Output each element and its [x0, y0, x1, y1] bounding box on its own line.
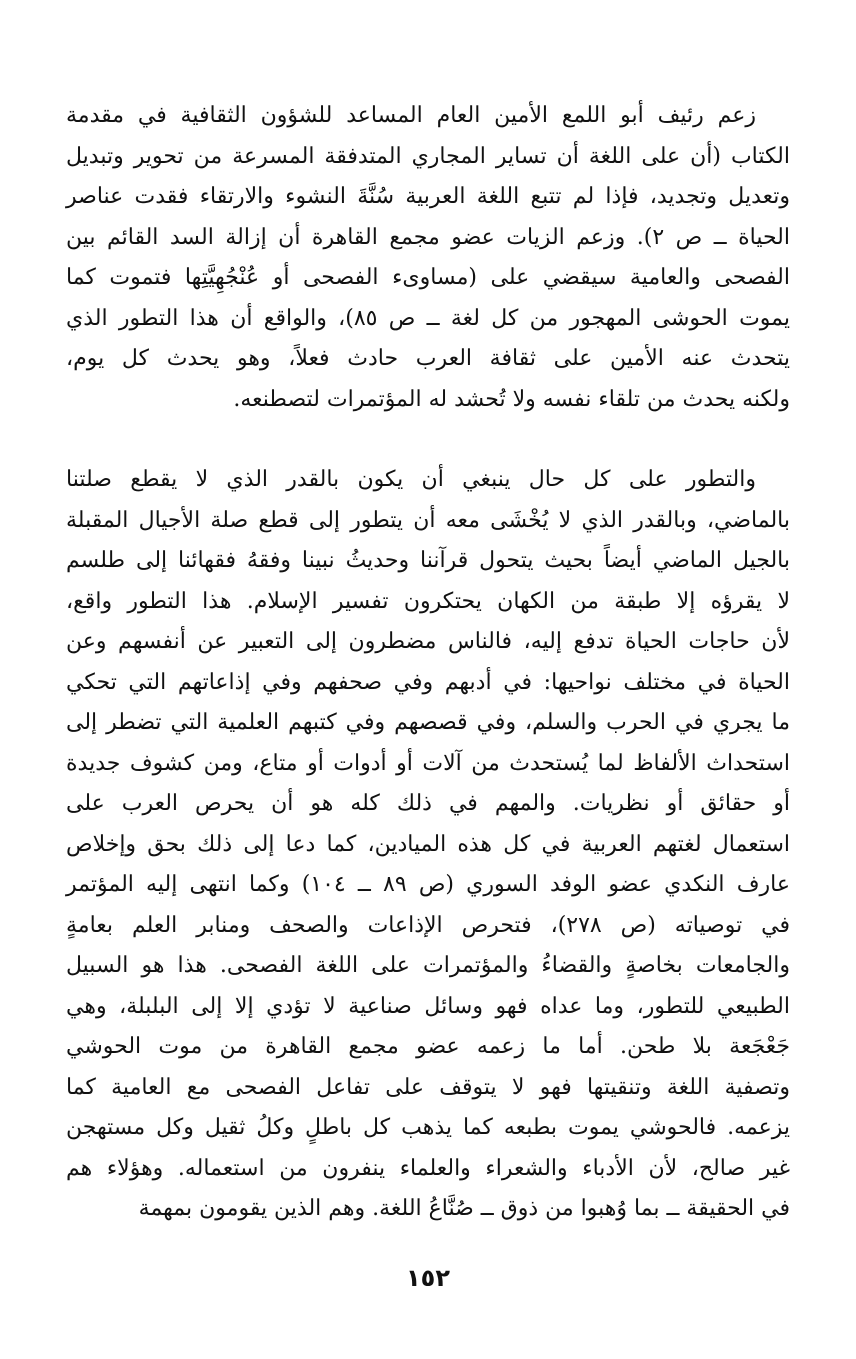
text-line: عارف النكدي عضو الوفد السوري (ص ٨٩ ــ ١٠٤) وكما انتهى إليه المؤتمر: [66, 872, 790, 897]
text-line: يزعمه. فالحوشي يموت بطبعه كما يذهب كل باطلٍ وكلُ ثقيل وكل مستهجن: [66, 1115, 790, 1140]
text-line: بالماضي، وبالقدر الذي لا يُخْشَى معه أن يتطور إلى قطع صلة الأجيال المقبلة: [66, 507, 790, 533]
text-line: استحداث الألفاظ لما يُستحدث من آلات أو أدوات أو متاع، ومن كشوف جديدة: [66, 750, 790, 776]
text-line: استعمال لغتهم العربية في كل هذه الميادين، كما دعا إلى ذلك بحق وإخلاص: [66, 831, 790, 857]
paragraph-1: [66, 96, 790, 420]
text-line: ولكنه يحدث من تلقاء نفسه ولا تُحشد له المؤتمرات لتصطنعه.: [233, 386, 790, 412]
text-line: الحياة ــ ص ٢). وزعم الزيات عضو مجمع القاهرة أن إزالة السد القائم بين: [66, 224, 790, 250]
page-number: ١٥٢: [406, 1264, 450, 1292]
text-line: لأن حاجات الحياة تدفع إليه، فالناس مضطرون إلى التعبير عن أنفسهم وعن: [66, 629, 790, 654]
text-line: الفصحى والعامية سيقضي على (مساوىء الفصحى أو عُنْجُهِيَّتِها فتموت كما: [66, 265, 790, 290]
text-line: لا يقرؤه إلا طبقة من الكهان يحتكرون تفسير الإسلام. هذا التطور واقع،: [66, 588, 790, 614]
text-line: يتحدث عنه الأمين على ثقافة العرب حادث فعلاً، وهو يحدث كل يوم،: [66, 346, 790, 371]
text-line: بالجيل الماضي أيضاً بحيث يتحول قرآننا وحديثُ نبينا وفقهُ فقهائنا إلى طلسم: [66, 548, 790, 573]
text-line: وتعديل وتجديد، فإذا لم تتبع اللغة العربية سُنَّةَ النشوء والارتقاء فقدت عناصر: [66, 184, 790, 209]
text-line: في الحقيقة ــ بما وُهبوا من ذوق ــ صُنَّاعُ اللغة. وهم الذين يقومون بمهمة: [138, 1196, 790, 1221]
text-line: ما يجري في الحرب والسلم، وفي قصصهم وفي كتبهم العلمية التي تضطر إلى: [66, 710, 790, 735]
paragraph-2: [66, 460, 790, 1230]
text-line: الحياة في مختلف نواحيها: في أدبهم وفي صحفهم وفي إذاعاتهم التي تحكي: [66, 669, 790, 695]
text-line: والتطور على كل حال ينبغي أن يكون بالقدر الذي لا يقطع صلتنا: [66, 467, 756, 492]
text-line: جَعْجَعة بلا طحن. أما ما زعمه عضو مجمع القاهرة من موت الحوشي: [66, 1034, 790, 1059]
text-line: زعم رئيف أبو اللمع الأمين العام المساعد للشؤون الثقافية في مقدمة: [66, 103, 756, 128]
text-line: غير صالح، لأن الأدباء والشعراء والعلماء ينفرون من استعماله. وهؤلاء هم: [66, 1155, 790, 1181]
text-line: وتصفية اللغة وتنقيتها فهو لا يتوقف على تفاعل الفصحى مع العامية كما: [66, 1074, 790, 1100]
text-line: في توصياته (ص ٢٧٨)، فتحرص الإذاعات والصحف ومنابر العلم بعامةٍ: [66, 912, 790, 938]
text-line: أو حقائق أو نظريات. والمهم في ذلك كله هو أن يحرص العرب على: [66, 791, 790, 816]
text-line: الكتاب (أن على اللغة أن تساير المجاري المتدفقة المسرعة من تحوير وتبديل: [66, 143, 790, 169]
text-line: يموت الحوشى المهجور من كل لغة ــ ص ٨٥)، والواقع أن هذا التطور الذي: [66, 305, 790, 331]
text-line: والجامعات بخاصةٍ والقضاءُ والمؤتمرات على اللغة الفصحى. هذا هو السبيل: [66, 953, 790, 978]
page-body: [66, 96, 790, 1230]
text-line: الطبيعي للتطور، وما عداه فهو وسائل صناعية لا تؤدي إلا إلى البلبلة، وهي: [66, 993, 790, 1019]
